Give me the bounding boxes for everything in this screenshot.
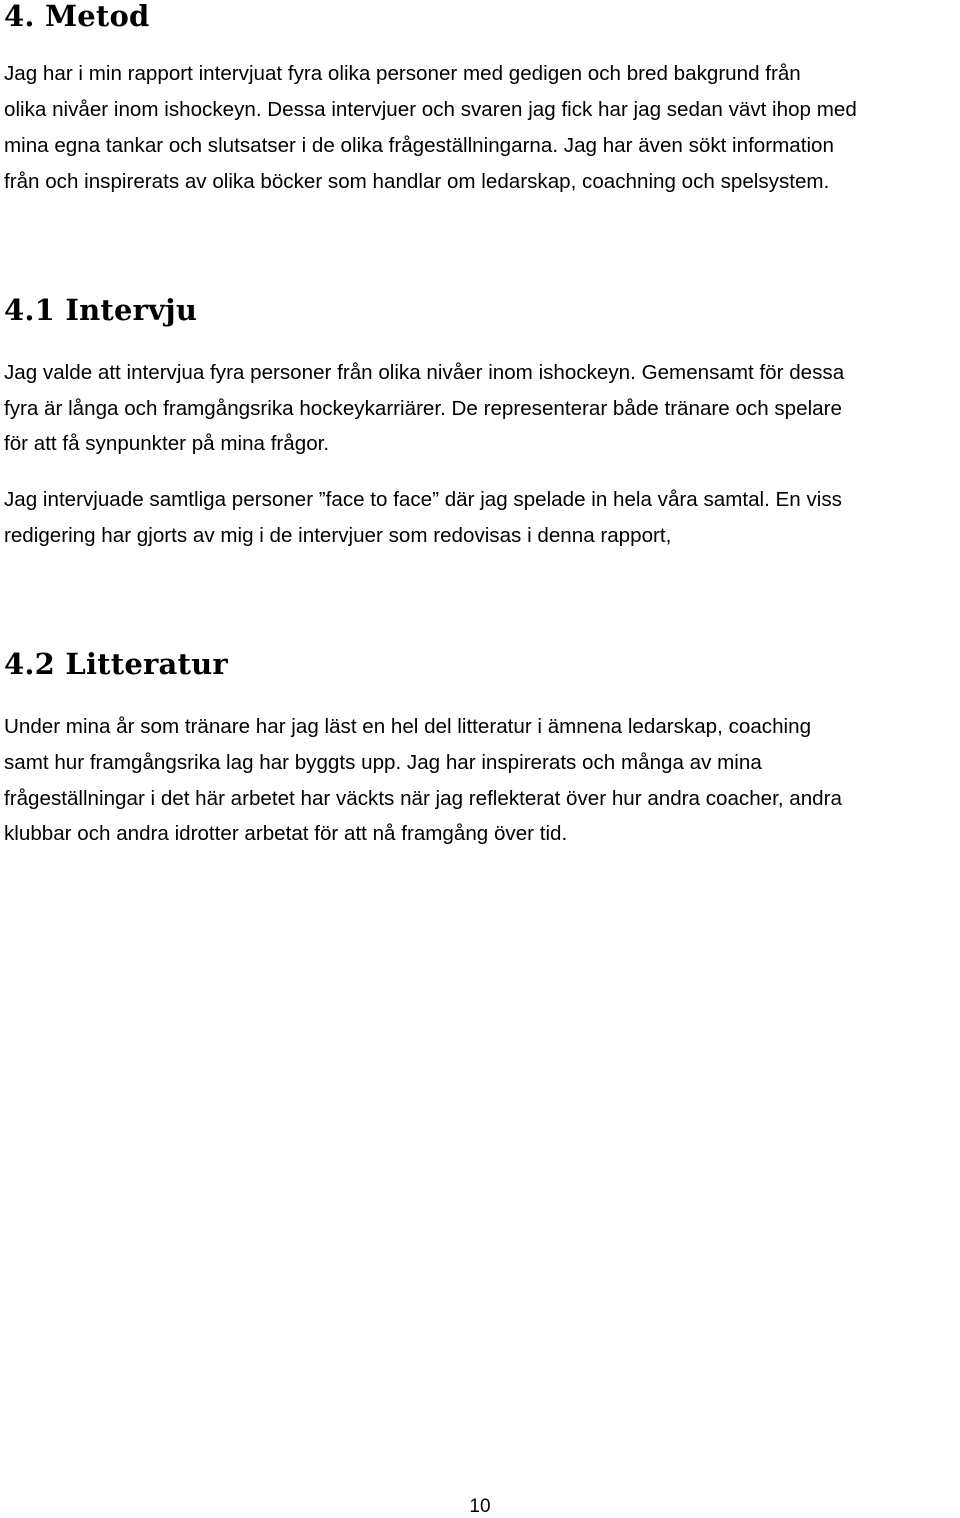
text-line: olika nivåer inom ishockeyn. Dessa intervjuer och svaren jag fick har jag sedan vävt ihop med	[4, 98, 857, 121]
text-line: Jag valde att intervjua fyra personer från olika nivåer inom ishockeyn. Gemensamt för dessa	[4, 361, 845, 384]
text-line: redigering har gjorts av mig i de intervjuer som redovisas i denna rapport,	[4, 524, 672, 547]
section-heading-litteratur: 4.2 Litteratur	[4, 647, 228, 681]
text-line: Jag har i min rapport intervjuat fyra olika personer med gedigen och bred bakgrund från	[4, 62, 801, 85]
text-line: från och inspirerats av olika böcker som handlar om ledarskap, coachning och spelsystem.	[4, 170, 830, 193]
text-line: mina egna tankar och slutsatser i de olika frågeställningarna. Jag har även sökt information	[4, 134, 834, 157]
text-line: fyra är långa och framgångsrika hockeykarriärer. De representerar både tränare och spelare	[4, 397, 842, 420]
text-line: klubbar och andra idrotter arbetat för att nå framgång över tid.	[4, 822, 568, 845]
text-line: frågeställningar i det här arbetet har väckts när jag reflekterat över hur andra coacher, andra	[4, 787, 842, 810]
page-number: 10	[469, 1496, 491, 1517]
text-line: för att få synpunkter på mina frågor.	[4, 432, 330, 455]
text-line: Jag intervjuade samtliga personer ”face to face” där jag spelade in hela våra samtal. En viss	[4, 488, 842, 511]
text-line: Under mina år som tränare har jag läst en hel del litteratur i ämnena ledarskap, coaching	[4, 715, 812, 738]
text-line: samt hur framgångsrika lag har byggts upp. Jag har inspirerats och många av mina	[4, 751, 762, 774]
section-heading-metod: 4. Metod	[4, 0, 150, 33]
section-heading-intervju: 4.1 Intervju	[4, 293, 198, 327]
